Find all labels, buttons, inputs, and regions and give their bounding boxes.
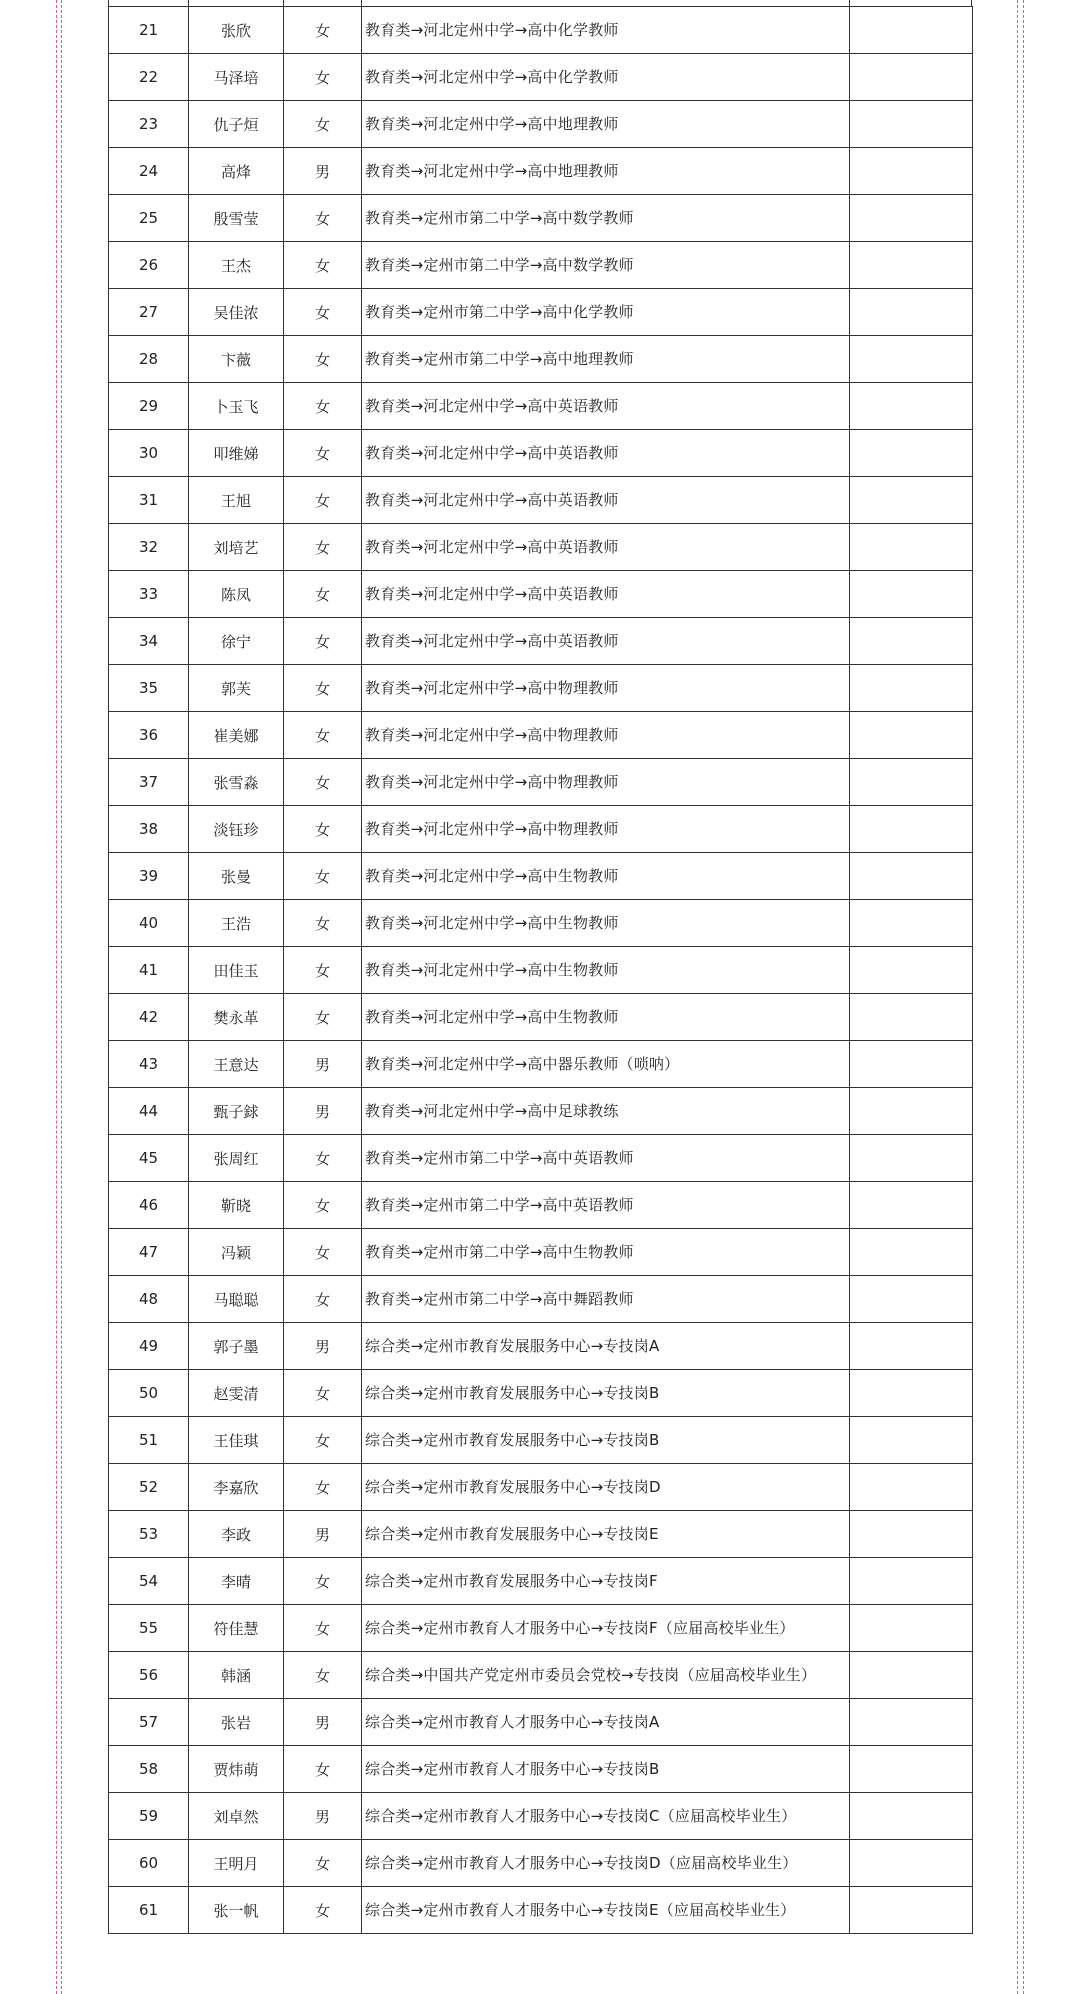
remarks-cell xyxy=(850,1276,973,1323)
name-cell: 卜玉飞 xyxy=(189,383,284,430)
table-row xyxy=(109,524,973,571)
gender-cell: 女 xyxy=(284,947,362,994)
serial-number-cell: 45 xyxy=(109,1135,189,1182)
remarks-cell xyxy=(850,383,973,430)
table-row xyxy=(109,1840,973,1887)
remarks-cell xyxy=(850,524,973,571)
name-cell: 马聪聪 xyxy=(189,1276,284,1323)
position-cell: 综合类→定州市教育发展服务中心→专技岗A xyxy=(362,1323,850,1370)
table-row xyxy=(109,1746,973,1793)
name-cell: 郭芙 xyxy=(189,665,284,712)
gender-cell: 女 xyxy=(284,336,362,383)
position-cell: 教育类→河北定州中学→高中英语教师 xyxy=(362,571,850,618)
gender-cell: 女 xyxy=(284,1182,362,1229)
name-cell: 贾炜萌 xyxy=(189,1746,284,1793)
table-row xyxy=(109,900,973,947)
position-cell: 教育类→河北定州中学→高中物理教师 xyxy=(362,665,850,712)
table-row xyxy=(109,430,973,477)
remarks-cell xyxy=(850,242,973,289)
table-row xyxy=(109,1323,973,1370)
remarks-cell xyxy=(850,195,973,242)
serial-number-cell: 55 xyxy=(109,1605,189,1652)
gender-cell: 女 xyxy=(284,1558,362,1605)
serial-number-cell: 28 xyxy=(109,336,189,383)
page-margin-guide-right-outer xyxy=(1023,0,1024,1994)
remarks-cell xyxy=(850,1417,973,1464)
name-cell: 殷雪莹 xyxy=(189,195,284,242)
name-cell: 叩维娣 xyxy=(189,430,284,477)
name-cell: 韩涵 xyxy=(189,1652,284,1699)
gender-cell: 女 xyxy=(284,524,362,571)
position-cell: 综合类→定州市教育人才服务中心→专技岗F（应届高校毕业生） xyxy=(362,1605,850,1652)
position-cell: 综合类→定州市教育发展服务中心→专技岗D xyxy=(362,1464,850,1511)
position-cell: 教育类→定州市第二中学→高中英语教师 xyxy=(362,1182,850,1229)
serial-number-cell: 35 xyxy=(109,665,189,712)
table-row xyxy=(109,7,973,54)
gender-cell: 女 xyxy=(284,900,362,947)
position-cell: 教育类→定州市第二中学→高中数学教师 xyxy=(362,242,850,289)
name-cell: 仇子烜 xyxy=(189,101,284,148)
serial-number-cell: 57 xyxy=(109,1699,189,1746)
name-cell: 樊永革 xyxy=(189,994,284,1041)
remarks-cell xyxy=(850,712,973,759)
table-row xyxy=(109,1276,973,1323)
position-cell: 教育类→河北定州中学→高中足球教练 xyxy=(362,1088,850,1135)
gender-cell: 女 xyxy=(284,1276,362,1323)
position-cell: 教育类→定州市第二中学→高中数学教师 xyxy=(362,195,850,242)
table-row xyxy=(109,336,973,383)
position-cell: 综合类→定州市教育人才服务中心→专技岗D（应届高校毕业生） xyxy=(362,1840,850,1887)
position-cell: 教育类→河北定州中学→高中化学教师 xyxy=(362,7,850,54)
name-cell: 郭子墨 xyxy=(189,1323,284,1370)
name-cell: 田佳玉 xyxy=(189,947,284,994)
serial-number-cell: 38 xyxy=(109,806,189,853)
table-row xyxy=(109,1135,973,1182)
name-cell: 张欣 xyxy=(189,7,284,54)
table-row xyxy=(109,1088,973,1135)
name-cell: 冯颖 xyxy=(189,1229,284,1276)
gender-cell: 女 xyxy=(284,7,362,54)
remarks-cell xyxy=(850,1652,973,1699)
table-row xyxy=(109,618,973,665)
serial-number-cell: 39 xyxy=(109,853,189,900)
name-cell: 刘培艺 xyxy=(189,524,284,571)
gender-cell: 男 xyxy=(284,1323,362,1370)
gender-cell: 女 xyxy=(284,1652,362,1699)
table-row xyxy=(109,195,973,242)
table-row xyxy=(109,289,973,336)
table-row xyxy=(109,1417,973,1464)
serial-number-cell: 30 xyxy=(109,430,189,477)
gender-cell: 女 xyxy=(284,994,362,1041)
position-cell: 综合类→定州市教育发展服务中心→专技岗B xyxy=(362,1370,850,1417)
serial-number-cell: 47 xyxy=(109,1229,189,1276)
table-row xyxy=(109,1793,973,1840)
gender-cell: 男 xyxy=(284,1088,362,1135)
table-row xyxy=(109,1182,973,1229)
serial-number-cell: 56 xyxy=(109,1652,189,1699)
name-cell: 吴佳浓 xyxy=(189,289,284,336)
serial-number-cell: 44 xyxy=(109,1088,189,1135)
position-cell: 教育类→定州市第二中学→高中舞蹈教师 xyxy=(362,1276,850,1323)
name-cell: 刘卓然 xyxy=(189,1793,284,1840)
table-row xyxy=(109,1558,973,1605)
position-cell: 教育类→河北定州中学→高中地理教师 xyxy=(362,148,850,195)
table-row xyxy=(109,1699,973,1746)
remarks-cell xyxy=(850,336,973,383)
name-cell: 李政 xyxy=(189,1511,284,1558)
gender-cell: 女 xyxy=(284,195,362,242)
serial-number-cell: 41 xyxy=(109,947,189,994)
gender-cell: 女 xyxy=(284,759,362,806)
serial-number-cell: 53 xyxy=(109,1511,189,1558)
remarks-cell xyxy=(850,1135,973,1182)
position-cell: 教育类→河北定州中学→高中生物教师 xyxy=(362,900,850,947)
roster-table xyxy=(108,6,973,1934)
remarks-cell xyxy=(850,947,973,994)
serial-number-cell: 37 xyxy=(109,759,189,806)
serial-number-cell: 24 xyxy=(109,148,189,195)
serial-number-cell: 36 xyxy=(109,712,189,759)
remarks-cell xyxy=(850,1323,973,1370)
name-cell: 张曼 xyxy=(189,853,284,900)
name-cell: 王意达 xyxy=(189,1041,284,1088)
position-cell: 综合类→定州市教育发展服务中心→专技岗E xyxy=(362,1511,850,1558)
gender-cell: 男 xyxy=(284,1511,362,1558)
name-cell: 王浩 xyxy=(189,900,284,947)
gender-cell: 女 xyxy=(284,571,362,618)
remarks-cell xyxy=(850,1746,973,1793)
roster-table-body xyxy=(109,7,973,1934)
page-margin-guide-right-inner xyxy=(1017,0,1018,1994)
remarks-cell xyxy=(850,665,973,712)
serial-number-cell: 34 xyxy=(109,618,189,665)
name-cell: 赵雯清 xyxy=(189,1370,284,1417)
serial-number-cell: 51 xyxy=(109,1417,189,1464)
table-row xyxy=(109,1887,973,1934)
remarks-cell xyxy=(850,289,973,336)
name-cell: 张一帆 xyxy=(189,1887,284,1934)
name-cell: 靳晓 xyxy=(189,1182,284,1229)
remarks-cell xyxy=(850,477,973,524)
position-cell: 教育类→定州市第二中学→高中地理教师 xyxy=(362,336,850,383)
gender-cell: 女 xyxy=(284,54,362,101)
table-row xyxy=(109,853,973,900)
position-cell: 综合类→定州市教育发展服务中心→专技岗F xyxy=(362,1558,850,1605)
serial-number-cell: 58 xyxy=(109,1746,189,1793)
position-cell: 教育类→河北定州中学→高中生物教师 xyxy=(362,853,850,900)
remarks-cell xyxy=(850,1229,973,1276)
name-cell: 张岩 xyxy=(189,1699,284,1746)
table-row xyxy=(109,477,973,524)
serial-number-cell: 43 xyxy=(109,1041,189,1088)
serial-number-cell: 59 xyxy=(109,1793,189,1840)
position-cell: 综合类→定州市教育人才服务中心→专技岗E（应届高校毕业生） xyxy=(362,1887,850,1934)
gender-cell: 男 xyxy=(284,148,362,195)
table-row xyxy=(109,1041,973,1088)
remarks-cell xyxy=(850,1887,973,1934)
gender-cell: 女 xyxy=(284,1605,362,1652)
name-cell: 崔美娜 xyxy=(189,712,284,759)
remarks-cell xyxy=(850,900,973,947)
name-cell: 李嘉欣 xyxy=(189,1464,284,1511)
position-cell: 综合类→定州市教育人才服务中心→专技岗C（应届高校毕业生） xyxy=(362,1793,850,1840)
name-cell: 李晴 xyxy=(189,1558,284,1605)
name-cell: 王杰 xyxy=(189,242,284,289)
table-row xyxy=(109,994,973,1041)
gender-cell: 女 xyxy=(284,665,362,712)
remarks-cell xyxy=(850,806,973,853)
gender-cell: 女 xyxy=(284,806,362,853)
remarks-cell xyxy=(850,1464,973,1511)
gender-cell: 女 xyxy=(284,1417,362,1464)
serial-number-cell: 50 xyxy=(109,1370,189,1417)
position-cell: 教育类→河北定州中学→高中化学教师 xyxy=(362,54,850,101)
serial-number-cell: 42 xyxy=(109,994,189,1041)
gender-cell: 女 xyxy=(284,383,362,430)
serial-number-cell: 32 xyxy=(109,524,189,571)
position-cell: 教育类→河北定州中学→高中英语教师 xyxy=(362,618,850,665)
remarks-cell xyxy=(850,853,973,900)
gender-cell: 女 xyxy=(284,1229,362,1276)
remarks-cell xyxy=(850,1088,973,1135)
remarks-cell xyxy=(850,1605,973,1652)
gender-cell: 女 xyxy=(284,242,362,289)
name-cell: 张雪淼 xyxy=(189,759,284,806)
position-cell: 教育类→河北定州中学→高中物理教师 xyxy=(362,759,850,806)
gender-cell: 男 xyxy=(284,1041,362,1088)
gender-cell: 女 xyxy=(284,101,362,148)
position-cell: 教育类→定州市第二中学→高中英语教师 xyxy=(362,1135,850,1182)
position-cell: 教育类→河北定州中学→高中英语教师 xyxy=(362,430,850,477)
position-cell: 教育类→定州市第二中学→高中生物教师 xyxy=(362,1229,850,1276)
remarks-cell xyxy=(850,1699,973,1746)
serial-number-cell: 48 xyxy=(109,1276,189,1323)
serial-number-cell: 26 xyxy=(109,242,189,289)
name-cell: 马泽培 xyxy=(189,54,284,101)
serial-number-cell: 52 xyxy=(109,1464,189,1511)
serial-number-cell: 23 xyxy=(109,101,189,148)
gender-cell: 女 xyxy=(284,1840,362,1887)
serial-number-cell: 21 xyxy=(109,7,189,54)
position-cell: 教育类→河北定州中学→高中物理教师 xyxy=(362,712,850,759)
name-cell: 淡钰珍 xyxy=(189,806,284,853)
serial-number-cell: 46 xyxy=(109,1182,189,1229)
position-cell: 综合类→定州市教育人才服务中心→专技岗B xyxy=(362,1746,850,1793)
serial-number-cell: 40 xyxy=(109,900,189,947)
remarks-cell xyxy=(850,54,973,101)
serial-number-cell: 31 xyxy=(109,477,189,524)
name-cell: 甄子銶 xyxy=(189,1088,284,1135)
page-margin-guide-left-inner xyxy=(61,0,62,1994)
remarks-cell xyxy=(850,101,973,148)
position-cell: 教育类→河北定州中学→高中生物教师 xyxy=(362,994,850,1041)
remarks-cell xyxy=(850,1511,973,1558)
gender-cell: 男 xyxy=(284,1699,362,1746)
table-row xyxy=(109,101,973,148)
name-cell: 符佳慧 xyxy=(189,1605,284,1652)
position-cell: 教育类→河北定州中学→高中英语教师 xyxy=(362,383,850,430)
serial-number-cell: 22 xyxy=(109,54,189,101)
table-row xyxy=(109,1605,973,1652)
position-cell: 教育类→河北定州中学→高中英语教师 xyxy=(362,524,850,571)
remarks-cell xyxy=(850,1041,973,1088)
gender-cell: 女 xyxy=(284,289,362,336)
remarks-cell xyxy=(850,1558,973,1605)
table-row xyxy=(109,1464,973,1511)
table-row xyxy=(109,383,973,430)
serial-number-cell: 29 xyxy=(109,383,189,430)
gender-cell: 女 xyxy=(284,618,362,665)
name-cell: 王佳琪 xyxy=(189,1417,284,1464)
gender-cell: 女 xyxy=(284,430,362,477)
serial-number-cell: 25 xyxy=(109,195,189,242)
gender-cell: 女 xyxy=(284,1135,362,1182)
serial-number-cell: 27 xyxy=(109,289,189,336)
name-cell: 高烽 xyxy=(189,148,284,195)
table-row xyxy=(109,1511,973,1558)
serial-number-cell: 61 xyxy=(109,1887,189,1934)
table-row xyxy=(109,759,973,806)
name-cell: 陈凤 xyxy=(189,571,284,618)
remarks-cell xyxy=(850,618,973,665)
position-cell: 教育类→河北定州中学→高中英语教师 xyxy=(362,477,850,524)
gender-cell: 女 xyxy=(284,1887,362,1934)
gender-cell: 女 xyxy=(284,1464,362,1511)
position-cell: 教育类→定州市第二中学→高中化学教师 xyxy=(362,289,850,336)
position-cell: 教育类→河北定州中学→高中地理教师 xyxy=(362,101,850,148)
serial-number-cell: 54 xyxy=(109,1558,189,1605)
position-cell: 综合类→定州市教育发展服务中心→专技岗B xyxy=(362,1417,850,1464)
table-row xyxy=(109,806,973,853)
remarks-cell xyxy=(850,571,973,618)
remarks-cell xyxy=(850,148,973,195)
position-cell: 教育类→河北定州中学→高中生物教师 xyxy=(362,947,850,994)
remarks-cell xyxy=(850,1182,973,1229)
table-row xyxy=(109,665,973,712)
table-row xyxy=(109,1229,973,1276)
name-cell: 卞薇 xyxy=(189,336,284,383)
remarks-cell xyxy=(850,7,973,54)
remarks-cell xyxy=(850,759,973,806)
name-cell: 张周红 xyxy=(189,1135,284,1182)
remarks-cell xyxy=(850,1840,973,1887)
serial-number-cell: 33 xyxy=(109,571,189,618)
position-cell: 综合类→中国共产党定州市委员会党校→专技岗（应届高校毕业生） xyxy=(362,1652,850,1699)
table-row xyxy=(109,712,973,759)
name-cell: 徐宁 xyxy=(189,618,284,665)
remarks-cell xyxy=(850,1793,973,1840)
serial-number-cell: 60 xyxy=(109,1840,189,1887)
table-row xyxy=(109,1370,973,1417)
remarks-cell xyxy=(850,1370,973,1417)
gender-cell: 男 xyxy=(284,1793,362,1840)
page-margin-guide-left-outer xyxy=(56,0,57,1994)
table-row xyxy=(109,947,973,994)
position-cell: 综合类→定州市教育人才服务中心→专技岗A xyxy=(362,1699,850,1746)
table-row xyxy=(109,1652,973,1699)
table-row xyxy=(109,571,973,618)
table-row xyxy=(109,242,973,289)
table-row xyxy=(109,148,973,195)
gender-cell: 女 xyxy=(284,477,362,524)
gender-cell: 女 xyxy=(284,1370,362,1417)
table-row xyxy=(109,54,973,101)
serial-number-cell: 49 xyxy=(109,1323,189,1370)
name-cell: 王明月 xyxy=(189,1840,284,1887)
remarks-cell xyxy=(850,994,973,1041)
remarks-cell xyxy=(850,430,973,477)
gender-cell: 女 xyxy=(284,853,362,900)
gender-cell: 女 xyxy=(284,712,362,759)
name-cell: 王旭 xyxy=(189,477,284,524)
position-cell: 教育类→河北定州中学→高中物理教师 xyxy=(362,806,850,853)
position-cell: 教育类→河北定州中学→高中器乐教师（唢呐） xyxy=(362,1041,850,1088)
gender-cell: 女 xyxy=(284,1746,362,1793)
